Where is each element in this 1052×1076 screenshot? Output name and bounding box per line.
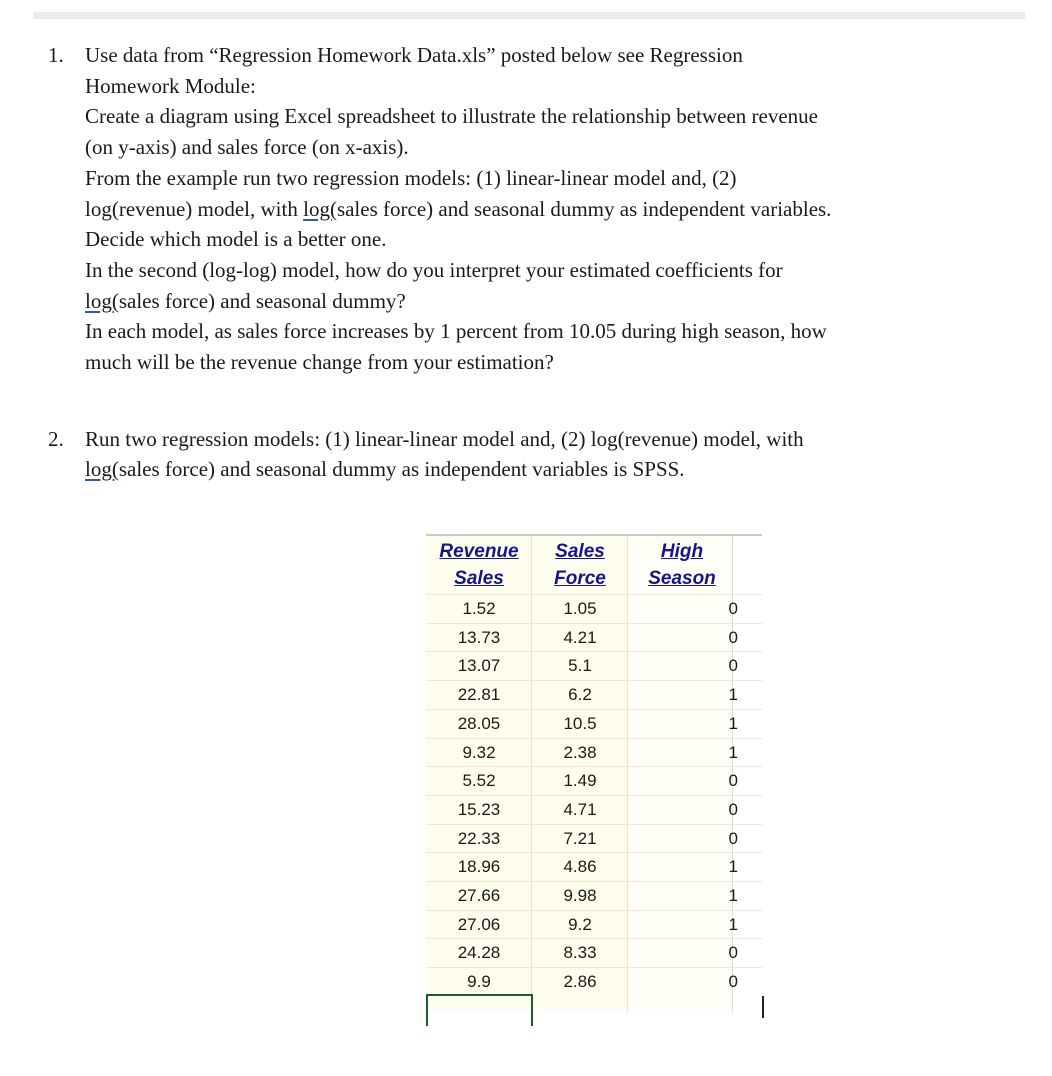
spellcheck-underlined-word[interactable]: log( [85,288,119,313]
cell-revenue[interactable]: 9.9 [467,972,491,992]
cell-sales-force[interactable]: 9.2 [568,914,592,934]
question1-line [85,197,831,221]
cell-high-season[interactable]: 0 [728,828,738,848]
cell-revenue[interactable]: 18.96 [457,857,501,877]
cell-revenue[interactable]: 27.66 [457,886,501,905]
line-text: sales force) and seasonal dummy? [118,288,406,313]
header-high-season-line1: High [660,541,704,562]
question1-line: Use data from “Regression Homework Data.xls” posted below see Regression [85,43,743,67]
cell-high-season[interactable]: 1 [728,886,738,905]
question-2-number: 2. [48,427,64,451]
cell-high-season[interactable]: 0 [728,627,738,647]
cell-high-season[interactable]: 1 [728,857,738,877]
line-text: sales force) and seasonal dummy as independent variables is SPSS. [118,457,685,481]
line-text: log(revenue) model, with [85,196,304,221]
cell-sales-force[interactable]: 4.71 [563,799,597,819]
header-revenue-line1: Revenue [439,541,519,562]
cell-high-season[interactable]: 0 [728,943,738,963]
cell-sales-force[interactable]: 4.86 [563,857,597,877]
header-high-season-line2: Season [648,568,716,589]
question2-line [85,457,685,481]
cell-sales-force[interactable]: 5.1 [568,656,592,676]
question1-line: In each model, as sales force increases by 1 percent from 10.05 during high season, how [85,319,827,344]
data-table [426,534,766,1024]
cell-sales-force[interactable]: 6.2 [568,685,592,705]
cell-revenue[interactable]: 15.23 [457,799,501,819]
cell-high-season[interactable]: 0 [728,656,738,676]
cell-sales-force[interactable]: 9.98 [563,886,597,905]
cell-revenue[interactable]: 13.73 [457,627,501,647]
cell-sales-force[interactable]: 4.21 [563,627,597,647]
cell-high-season[interactable]: 0 [728,771,738,791]
cell-revenue[interactable]: 27.06 [457,914,501,934]
header-sales-force-line1: Sales [555,541,605,562]
cell-revenue[interactable]: 13.07 [457,656,501,676]
cell-sales-force[interactable]: 10.5 [563,713,597,733]
cell-high-season[interactable]: 1 [728,713,738,733]
cell-sales-force[interactable]: 8.33 [563,943,597,963]
spellcheck-underlined-word[interactable]: log( [85,457,119,481]
cell-sales-force[interactable]: 2.86 [563,972,597,992]
cell-revenue[interactable]: 9.32 [462,742,496,762]
question1-line: much will be the revenue change from your estimation? [85,350,554,374]
cell-high-season[interactable]: 1 [728,914,738,934]
spellcheck-underlined-word[interactable]: log( [303,196,337,221]
cell-revenue[interactable]: 22.81 [457,685,501,705]
cell-high-season[interactable]: 1 [728,742,738,762]
question1-line: Decide which model is a better one. [85,227,387,252]
line-text: sales force) and seasonal dummy as independent variables. [336,196,832,221]
cell-high-season[interactable]: 0 [728,799,738,819]
cell-high-season[interactable]: 1 [728,685,738,705]
cell-sales-force[interactable]: 2.38 [563,742,597,762]
top-separator-bar [33,12,1025,19]
cell-high-season[interactable]: 0 [728,972,738,992]
question1-line: In the second (log-log) model, how do you interpret your estimated coefficients for [85,257,783,282]
cell-revenue[interactable]: 1.52 [462,599,496,618]
cell-sales-force[interactable]: 1.05 [563,599,597,618]
question1-line: From the example run two regression models: (1) linear-linear model and, (2) [85,165,737,190]
question1-line [85,289,406,313]
cell-revenue[interactable]: 5.52 [462,771,496,791]
question1-line: (on y-axis) and sales force (on x-axis). [85,135,409,160]
cell-revenue[interactable]: 22.33 [457,828,501,848]
question-1-number: 1. [48,43,64,67]
question2-line: Run two regression models: (1) linear-linear model and, (2) log(revenue) model, with [85,427,804,451]
cell-revenue[interactable]: 28.05 [457,713,501,733]
header-revenue-line2: Sales [454,568,504,589]
cell-revenue[interactable]: 24.28 [457,943,501,963]
question1-line: Create a diagram using Excel spreadsheet to illustrate the relationship between revenue [85,104,818,129]
cell-sales-force[interactable]: 1.49 [563,771,597,791]
text-cursor [762,996,764,1018]
cell-sales-force[interactable]: 7.21 [563,828,597,848]
header-sales-force-line2: Force [554,568,606,589]
selected-cell[interactable] [426,994,533,1026]
question1-line: Homework Module: [85,73,256,98]
cell-high-season[interactable]: 0 [728,599,738,618]
